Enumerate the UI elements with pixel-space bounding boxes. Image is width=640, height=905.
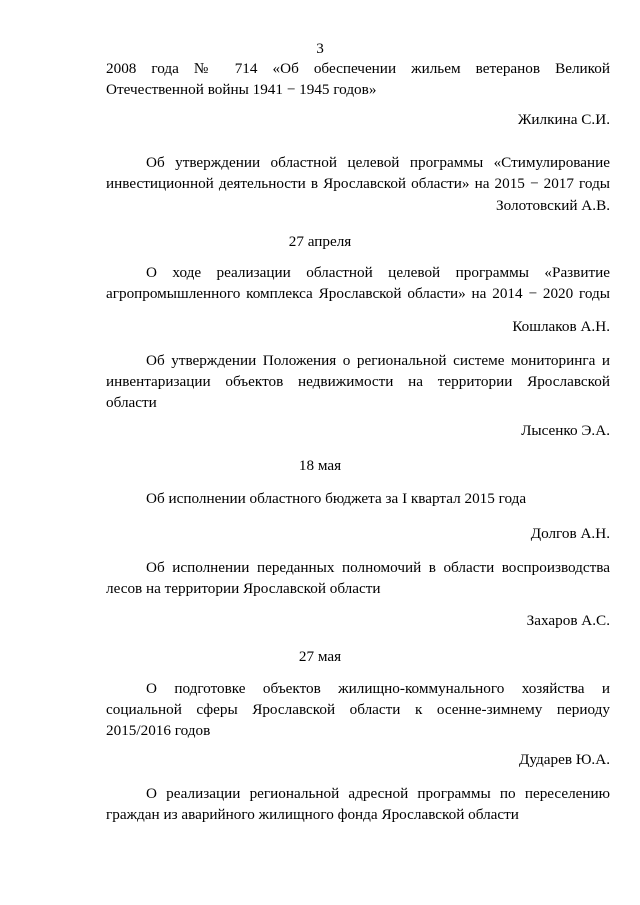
text-line: О ходе реализации областной целевой программы «Развитие bbox=[146, 264, 610, 281]
meeting-date: 27 апреля bbox=[288, 233, 352, 250]
text-line: инвентаризации объектов недвижимости на территории Ярославской bbox=[106, 373, 610, 390]
page-number: 3 bbox=[316, 40, 324, 57]
text-line: 2008 года № 714 «Об обеспечении жильем ветеранов Великой bbox=[106, 60, 610, 77]
agenda-item-text: Об исполнении областного бюджета за I квартал 2015 года bbox=[146, 490, 527, 507]
agenda-item-text bbox=[106, 557, 610, 599]
agenda-item-text bbox=[106, 262, 610, 304]
speaker-name: Жилкина С.И. bbox=[517, 111, 610, 128]
text-line: граждан из аварийного жилищного фонда Ярославской области bbox=[106, 806, 519, 823]
speaker-name: Дударев Ю.А. bbox=[519, 751, 610, 768]
text-line: инвестиционной деятельности в Ярославской области» на 2015 − 2017 годы bbox=[106, 175, 610, 192]
meeting-date: 27 мая bbox=[298, 648, 342, 665]
text-line: Отечественной войны 1941 − 1945 годов» bbox=[106, 81, 377, 98]
speaker-name: Золотовский А.В. bbox=[496, 197, 610, 214]
speaker-name: Долгов А.Н. bbox=[530, 525, 610, 542]
text-line: Об утверждении Положения о региональной системе мониторинга и bbox=[146, 352, 610, 369]
text-line: Об утверждении областной целевой программы «Стимулирование bbox=[146, 154, 610, 171]
text-line: социальной сферы Ярославской области к осенне-зимнему периоду bbox=[106, 701, 610, 718]
text-line: 2015/2016 годов bbox=[106, 722, 211, 739]
text-line: О подготовке объектов жилищно-коммунального хозяйства и bbox=[146, 680, 610, 697]
speaker-name: Захаров А.С. bbox=[526, 612, 610, 629]
agenda-item-text bbox=[106, 58, 610, 100]
text-line: агропромышленного комплекса Ярославской области» на 2014 − 2020 годы bbox=[106, 285, 610, 302]
agenda-item-text bbox=[106, 783, 610, 825]
speaker-name: Кошлаков А.Н. bbox=[512, 318, 610, 335]
agenda-item-text bbox=[106, 152, 610, 194]
agenda-item-text bbox=[106, 350, 610, 413]
meeting-date: 18 мая bbox=[298, 457, 342, 474]
text-line: лесов на территории Ярославской области bbox=[106, 580, 381, 597]
agenda-item-text bbox=[106, 678, 610, 741]
text-line: Об исполнении переданных полномочий в области воспроизводства bbox=[146, 559, 610, 576]
text-line: О реализации региональной адресной программы по переселению bbox=[146, 785, 610, 802]
speaker-name: Лысенко Э.А. bbox=[521, 422, 610, 439]
text-line: области bbox=[106, 394, 157, 411]
